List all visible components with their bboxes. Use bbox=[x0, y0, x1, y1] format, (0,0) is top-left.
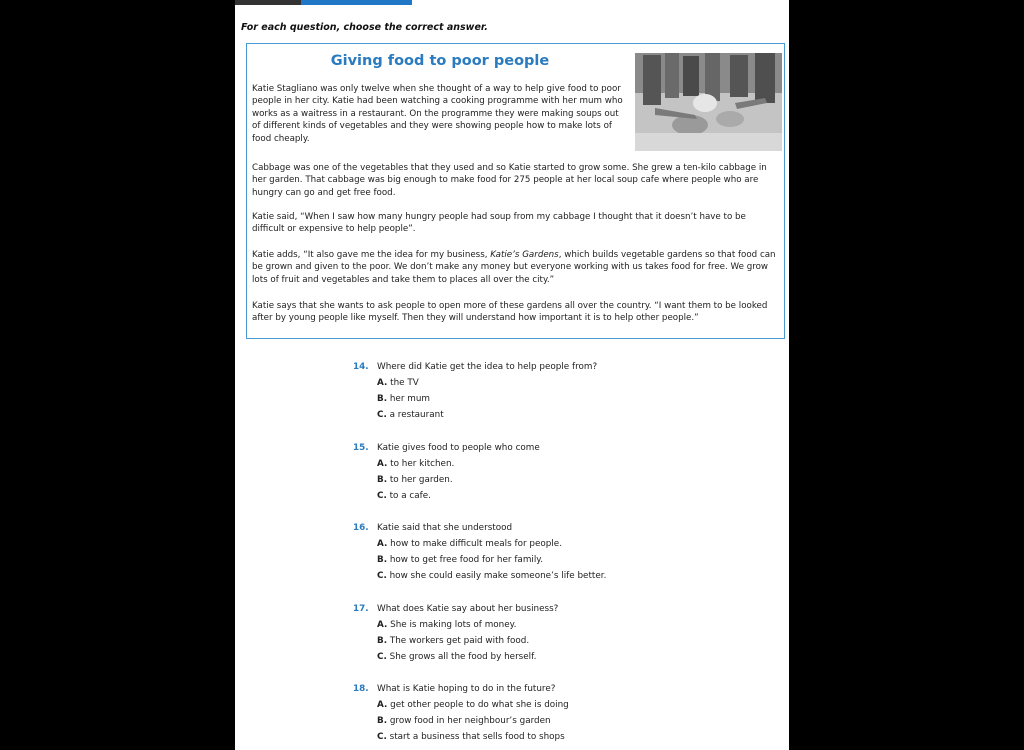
option-a[interactable]: A. how to make difficult meals for people. bbox=[377, 539, 562, 549]
option-b[interactable]: B. The workers get paid with food. bbox=[377, 636, 530, 646]
option-a[interactable]: A. to her kitchen. bbox=[377, 459, 455, 469]
reading-passage-box bbox=[246, 43, 785, 339]
option-a[interactable]: A. the TV bbox=[377, 378, 419, 388]
question-text: Katie said that she understood bbox=[377, 523, 513, 533]
question-number: 18. bbox=[353, 684, 369, 694]
option-b[interactable]: B. grow food in her neighbour’s garden bbox=[377, 716, 551, 726]
article-paragraph-2: Cabbage was one of the vegetables that they used and so Katie started to grow some. She grew a ten-kilo cabbage in her garden. That cabbage was big enough to make food for 275 people at her local soup cafe where people who are hungry can go and get free food. bbox=[252, 163, 767, 198]
question-number: 17. bbox=[353, 604, 369, 614]
paragraph-4-part-1: Katie adds, “It also gave me the idea for my business, bbox=[252, 250, 491, 260]
option-a[interactable]: A. get other people to do what she is doing bbox=[377, 700, 569, 710]
paragraph-4-part-2: , which builds vegetable gardens so that food can be grown and given to the poor. We don’t make any money but everyone working with us takes food for free. We grow lots of fruit and vegetables and take them to places all over the city.” bbox=[252, 250, 776, 285]
header-tab-dark bbox=[235, 0, 301, 5]
instruction-text: For each question, choose the correct answer. bbox=[241, 22, 488, 33]
header-tab-blue bbox=[301, 0, 412, 5]
option-a[interactable]: A. She is making lots of money. bbox=[377, 620, 517, 630]
question-number: 15. bbox=[353, 443, 369, 453]
article-title: Giving food to poor people bbox=[330, 53, 550, 69]
option-c[interactable]: C. She grows all the food by herself. bbox=[377, 652, 537, 662]
option-b[interactable]: B. to her garden. bbox=[377, 475, 453, 485]
question-text: Katie gives food to people who come bbox=[377, 443, 540, 453]
option-c[interactable]: C. start a business that sells food to shops bbox=[377, 732, 565, 742]
option-c[interactable]: C. to a cafe. bbox=[377, 491, 431, 501]
photo-people-serving-soup bbox=[635, 53, 782, 151]
option-b[interactable]: B. how to get free food for her family. bbox=[377, 555, 544, 565]
article-paragraph-1: Katie Stagliano was only twelve when she thought of a way to help give food to poor people in her city. Katie had been watching a cooking programme with her mum who works as a waitress in a restaurant. On the programme they were making soups out of different kinds of vegetables and they were showing people how to make lots of food cheaply. bbox=[252, 84, 623, 144]
question-number: 16. bbox=[353, 523, 369, 533]
question-text: What does Katie say about her business? bbox=[377, 604, 559, 614]
question-number: 14. bbox=[353, 362, 369, 372]
article-paragraph-4 bbox=[252, 249, 780, 286]
option-c[interactable]: C. how she could easily make someone’s life better. bbox=[377, 571, 607, 581]
question-text: Where did Katie get the idea to help people from? bbox=[377, 362, 598, 372]
business-name: Katie’s Gardens bbox=[490, 250, 559, 260]
article-paragraph-3: Katie said, “When I saw how many hungry people had soup from my cabbage I thought that it doesn’t have to be difficult or expensive to help people”. bbox=[252, 212, 746, 235]
option-c[interactable]: C. a restaurant bbox=[377, 410, 444, 420]
article-paragraph-5: Katie says that she wants to ask people to open more of these gardens all over the country. “I want them to be looked after by young people like myself. Then they will understand how important it is to help other people.” bbox=[252, 301, 768, 324]
worksheet-page bbox=[235, 0, 789, 750]
question-text: What is Katie hoping to do in the future? bbox=[377, 684, 556, 694]
option-b[interactable]: B. her mum bbox=[377, 394, 430, 404]
